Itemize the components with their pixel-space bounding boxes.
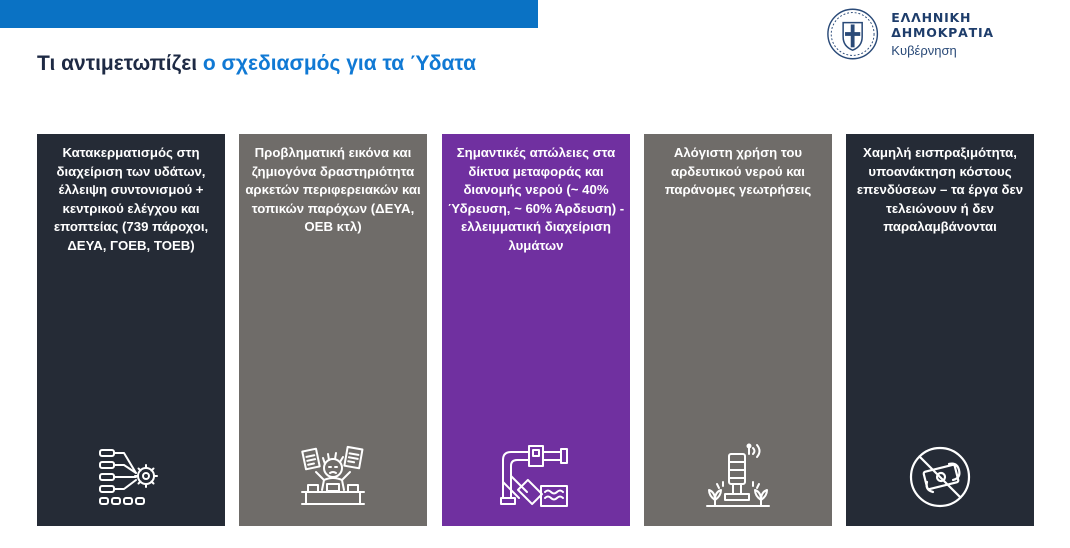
irrigation-sensor-icon bbox=[703, 442, 773, 512]
card-low-collection bbox=[846, 134, 1034, 526]
card-text: Προβληματική εικόνα και ζημιογόνα δραστηριότητα αρκετών περιφερειακών και τοπικών παρόχων (ΔΕΥΑ, ΟΕΒ κτλ) bbox=[245, 145, 421, 235]
no-payment-icon bbox=[905, 442, 975, 512]
card-network-losses bbox=[442, 134, 630, 526]
card-fragmentation bbox=[37, 134, 225, 526]
card-irrigation-misuse bbox=[644, 134, 832, 526]
logo-subtitle: Κυβέρνηση bbox=[891, 43, 957, 58]
card-text: Κατακερματισμός στη διαχείριση των υδάτων, έλλειψη συντονισμού + κεντρικού ελέγχου και εποπτείας (739 πάροχοι, ΔΕΥΑ, ΓΟΕΒ, ΤΟΕΒ) bbox=[53, 145, 209, 253]
greek-emblem-icon bbox=[826, 6, 879, 62]
page-title bbox=[37, 52, 476, 76]
stressed-worker-icon bbox=[298, 442, 368, 512]
top-accent-bar bbox=[0, 0, 538, 28]
network-gear-icon bbox=[96, 442, 166, 512]
title-part-dark: Τι αντιμετωπίζει bbox=[37, 52, 203, 75]
card-local-providers bbox=[239, 134, 427, 526]
pipes-icon bbox=[501, 442, 571, 512]
card-text: Χαμηλή εισπραξιμότητα, υποανάκτηση κόστους επενδύσεων – τα έργα δεν τελειώνουν ή δεν παραλαμβάνονται bbox=[856, 145, 1024, 235]
logo-title: ΕΛΛΗΝΙΚΗ ΔΗΜΟΚΡΑΤΙΑ bbox=[891, 10, 994, 40]
government-logo bbox=[826, 6, 1070, 62]
card-text: Αλόγιστη χρήση του αρδευτικού νερού και παράνομες γεωτρήσεις bbox=[664, 145, 812, 198]
title-part-highlight: ο σχεδιασμός για τα Ύδατα bbox=[202, 52, 477, 75]
card-text: Σημαντικές απώλειες στα δίκτυα μεταφοράς και διανομής νερού (~ 40% Ύδρευση, ~ 60% Άρδευση) - ελλειμματική διαχείριση λυμάτων bbox=[447, 145, 625, 253]
